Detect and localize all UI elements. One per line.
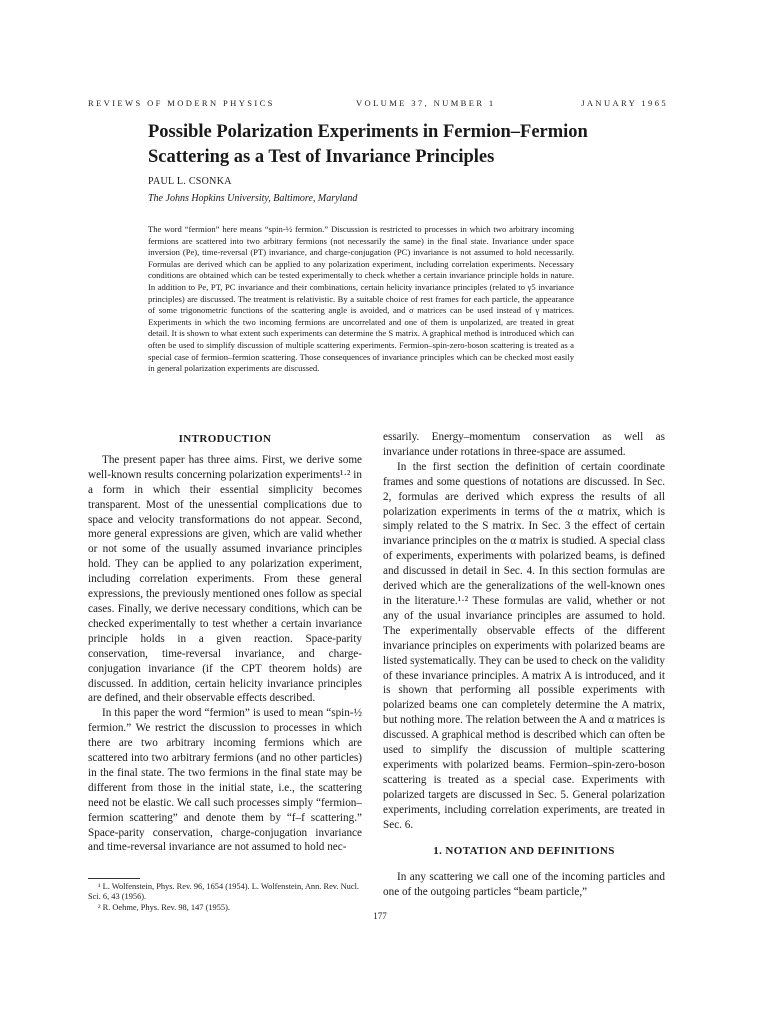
paper-title	[148, 120, 668, 170]
author-affiliation: The Johns Hopkins University, Baltimore, Maryland	[148, 193, 358, 204]
title-line-1: Possible Polarization Experiments in Fermion–Fermion	[148, 122, 588, 142]
footnote-2: ² R. Oehme, Phys. Rev. 98, 147 (1955).	[98, 902, 231, 912]
page-number: 177	[373, 911, 387, 921]
intro-paragraph-4: In the first section the definition of certain coordinate frames and some questions of notations are discussed. In Sec. 2, formulas are derived which express the results of all polarization experiments in terms of the α matrix, which is simply related to the S matrix. In Sec. 3 the effect of certain invariance principles on the α matrix is studied. A special class of experiments, experiments with polarized beams, is defined and discussed in detail in Sec. 4. In this section formulas are derived which are the generalizations of the well-known ones in the literature.¹·² These formulas are valid, whether or not any of the usual invariance principles are assumed to hold. The experimentally observable effects of the different invariance principles on experiments with polarized beams are listed systematically. They can be used to check on the validity of these invariance principles. A matrix A is introduced, and it is shown that performing all possible experiments with polarized beams one can completely determine the A matrix, but nothing more. The relation between the A and α matrices is discussed. A graphical method is described which can often be used to simplify the discussion of multiple scattering experiments with polarized beams. Fermion–spin-zero-boson scattering is treated as a special case. Experiments with polarized targets are discussed in Sec. 5. General polarization experiments, including correlation experiments, are treated in Sec. 6.	[383, 460, 665, 831]
title-line-2: Scattering as a Test of Invariance Principles	[148, 147, 495, 167]
issue-date: JANUARY 1965	[581, 98, 668, 108]
journal-name: REVIEWS OF MODERN PHYSICS	[88, 98, 275, 108]
footnote-1: ¹ L. Wolfenstein, Phys. Rev. 96, 1654 (1954). L. Wolfenstein, Ann. Rev. Nucl. Sci. 6, 43 (1956).	[88, 882, 359, 902]
section-1-heading: 1. NOTATION AND DEFINITIONS	[433, 845, 615, 858]
footnote-rule	[88, 878, 140, 879]
intro-paragraph-1: The present paper has three aims. First, we derive some well-known results concerning polarization experiments¹·² in a form in which their essential simplicity becomes transparent. Most of the unessential complications due to space and velocity transformations do not appear. Second, more general expressions are given, which are valid whether or not some of the usually assumed invariance principles hold. They can be applied to any polarization experiment, including correlation experiments. From these general expressions, the previously mentioned ones follow as special cases. Finally, we derive necessary conditions, which can be checked experimentally to test whether a certain invariance principle holds in a given reaction. Space-parity conservation, time-reversal invariance, and charge-conjugation invariance (if the CPT theorem holds) are discussed. In addition, certain helicity invariance principles are defined, and their observable effects described.	[88, 453, 362, 705]
introduction-heading: INTRODUCTION	[178, 433, 272, 445]
author-name: PAUL L. CSONKA	[148, 176, 232, 187]
footnotes	[88, 878, 366, 913]
right-column	[383, 430, 665, 900]
section-1-paragraph-1: In any scattering we call one of the incoming particles and one of the outgoing particles “beam particle,”	[383, 871, 665, 899]
abstract: The word “fermion” here means “spin-½ fermion.” Discussion is restricted to processes in which two arbitrary incoming fermions are scattered into two arbitrary fermions (not necessarily the same) in the final state. Invariance under space inversion (Pe), time-reversal (PT) invariance, and charge-conjugation (PC) invariance is not assumed to hold necessarily. Formulas are derived which can be applied to any polarization experiment, including correlation experiments. Necessary conditions are obtained which can be tested experimentally to check whether a certain invariance principle holds in nature. In addition to Pe, PT, PC invariance and their combinations, certain helicity invariance principles (related to γ5 invariance principles) are discussed. The treatment is relativistic. By a suitable choice of rest frames for each particle, the appearance of some trigonometric functions of the scattering angle is avoided, and σ matrices can be used instead of γ matrices. Experiments in which the two incoming fermions are uncorrelated and one of them is unpolarized, are treated in great detail. It is shown to what extent such experiments can determine the S matrix. A graphical method is introduced which can often be used to simplify discussion of multiple scattering experiments. Fermion–spin-zero-boson scattering is treated as a special case of fermion–fermion scattering. Those consequences of invariance principles which can be checked most easily in general polarization experiments are discussed.	[148, 224, 574, 374]
intro-paragraph-3: essarily. Energy–momentum conservation as well as invariance under rotations in three-space are assumed.	[383, 431, 665, 458]
volume-number: VOLUME 37, NUMBER 1	[356, 98, 496, 108]
left-column	[88, 430, 362, 855]
intro-paragraph-2: In this paper the word “fermion” is used to mean “spin-½ fermion.” We restrict the discussion to processes in which there are two arbitrary incoming fermions which are scattered into two arbitrary fermions (and no other particles) in the final state. The two fermions in the final state may be different from those in the initial state, i.e., the scattering need not be elastic. We call such processes simply “fermion–fermion scattering” and denote them by “f–f scattering.” Space-parity conservation, charge-conjugation invariance and time-reversal invariance are not assumed to hold nec-	[88, 707, 362, 854]
